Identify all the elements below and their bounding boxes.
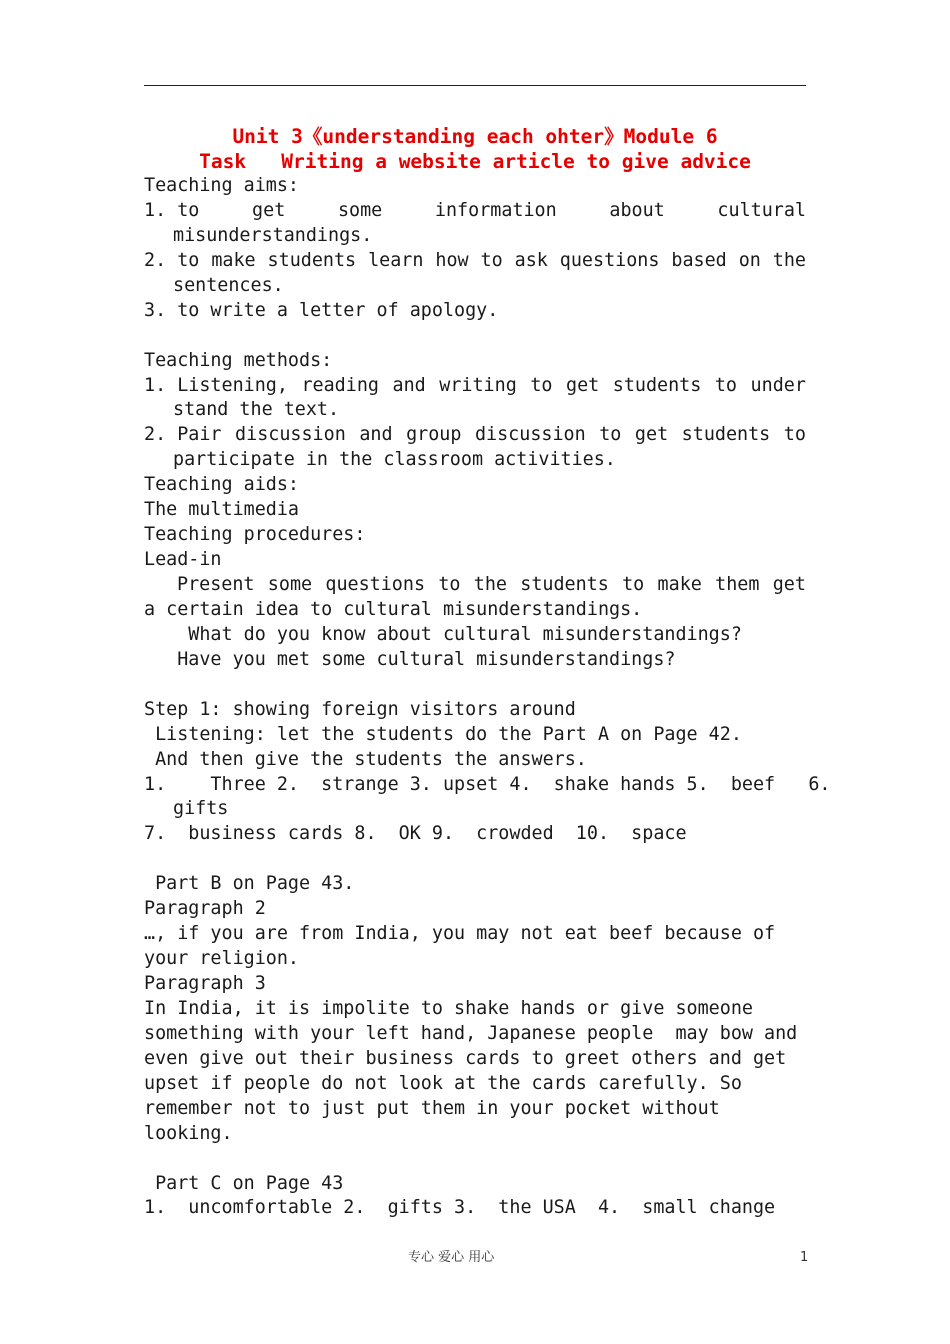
word: reading	[301, 374, 379, 396]
word: to	[530, 374, 553, 396]
question-2: Have you met some cultural misunderstandings?	[144, 648, 676, 670]
word: students	[681, 424, 771, 446]
leadin-text	[144, 573, 806, 598]
word: writing	[439, 374, 517, 396]
word: questions	[559, 249, 660, 271]
answers-line-2: 7. business cards 8. OK 9. crowded 10. space	[144, 823, 687, 845]
word: the	[772, 249, 806, 271]
word: learn	[368, 249, 424, 271]
word: questions	[325, 574, 426, 595]
part-c-heading: Part C on Page 43	[144, 1172, 344, 1194]
blank-line	[144, 1147, 806, 1172]
aids-heading: Teaching aids:	[144, 474, 300, 496]
word: information	[434, 199, 557, 221]
aim-3: 3. to write a letter of apology.	[144, 299, 499, 321]
paragraph-3-line-4: upset if people do not look at the cards carefully. So	[144, 1072, 742, 1094]
part-b-heading: Part B on Page 43.	[144, 873, 355, 895]
word: based	[671, 249, 727, 271]
word: how	[435, 249, 469, 271]
blank-line	[144, 673, 806, 698]
part-c-answers: 1. uncomfortable 2. gifts 3. the USA 4. small change	[144, 1197, 776, 1219]
word: to	[714, 374, 738, 396]
word: group	[406, 424, 462, 446]
word: to	[622, 574, 645, 595]
word: get	[772, 574, 806, 595]
word: to	[438, 574, 461, 595]
word: them	[715, 574, 760, 595]
header-rule	[144, 85, 806, 86]
leadin-heading: Lead-in	[144, 549, 222, 571]
blank-line	[144, 324, 806, 349]
methods-heading: Teaching methods:	[144, 349, 333, 371]
word: students	[520, 574, 609, 595]
word: make	[657, 574, 702, 595]
word: to	[599, 424, 622, 446]
word: 2. to	[144, 249, 200, 271]
word: to	[783, 424, 806, 446]
document-subtitle: Task Writing a website article to give advice	[199, 150, 751, 173]
word: cultural	[717, 199, 806, 221]
method-2-continued: participate in the classroom activities.	[173, 449, 616, 471]
word: get	[566, 374, 600, 396]
document-body	[144, 174, 831, 1221]
word: 1. Listening,	[144, 374, 288, 396]
paragraph-2-line-2: your religion.	[144, 948, 300, 970]
word: 1. to	[144, 199, 200, 221]
aim-1-continued: misunderstandings.	[173, 224, 373, 246]
paragraph-3-line-3: even give out their business cards to greet others and get	[144, 1047, 787, 1069]
leadin-text-continued: a certain idea to cultural misunderstandings.	[144, 598, 643, 620]
question-1: What do you know about cultural misunderstandings?	[144, 623, 742, 645]
word: discussion	[235, 424, 346, 446]
answers-line-1-continued: gifts	[173, 798, 229, 820]
footer-text: 专心 爱心 用心	[408, 1250, 495, 1265]
word: students	[612, 374, 702, 396]
aim-2	[144, 249, 806, 274]
word: make	[211, 249, 256, 271]
answers-line-1: 1. Three 2. strange 3. upset 4. shake hands 5. beef 6.	[144, 773, 831, 795]
word: under	[750, 374, 806, 396]
aim-1	[144, 199, 806, 224]
page-number: 1	[800, 1250, 809, 1265]
paragraph-3-line-5: remember not to just put them in your pocket without	[144, 1097, 720, 1119]
word: some	[337, 199, 383, 221]
method-2	[144, 423, 806, 448]
word: get	[252, 199, 286, 221]
aim-2-continued: sentences.	[173, 274, 284, 296]
word: some	[267, 574, 313, 595]
step1-heading: Step 1: showing foreign visitors around	[144, 698, 576, 720]
aids-text: The multimedia	[144, 499, 300, 521]
answers-intro: And then give the students the answers.	[144, 748, 587, 770]
paragraph-2-heading: Paragraph 2	[144, 898, 266, 920]
word: Present	[177, 574, 255, 595]
word: 2. Pair	[144, 424, 222, 446]
word: on	[738, 249, 761, 271]
paragraph-2-line-1: …, if you are from India, you may not eat beef because of	[144, 923, 776, 945]
word: and	[359, 424, 393, 446]
blank-line	[144, 847, 806, 872]
document-title: Unit 3《understanding each ohter》Module 6	[232, 125, 718, 148]
aims-heading: Teaching aims:	[144, 175, 300, 196]
paragraph-3-heading: Paragraph 3	[144, 973, 266, 994]
word: ask	[514, 249, 548, 271]
word: discussion	[474, 424, 586, 446]
method-1	[144, 374, 806, 399]
paragraph-3-line-2: something with your left hand, Japanese people may bow and	[144, 1022, 798, 1044]
word: about	[609, 199, 665, 221]
word: students	[267, 249, 357, 271]
procedures-heading: Teaching procedures:	[144, 524, 366, 546]
method-1-continued: stand the text.	[173, 399, 340, 421]
paragraph-3-line-1: In India, it is impolite to shake hands or give someone	[144, 997, 753, 1019]
word: the	[473, 574, 507, 595]
word: and	[392, 374, 426, 396]
paragraph-3-line-6: looking.	[144, 1122, 233, 1144]
word: get	[634, 424, 669, 446]
listening-line: Listening: let the students do the Part A on Page 42.	[144, 723, 742, 745]
word: to	[480, 249, 503, 271]
